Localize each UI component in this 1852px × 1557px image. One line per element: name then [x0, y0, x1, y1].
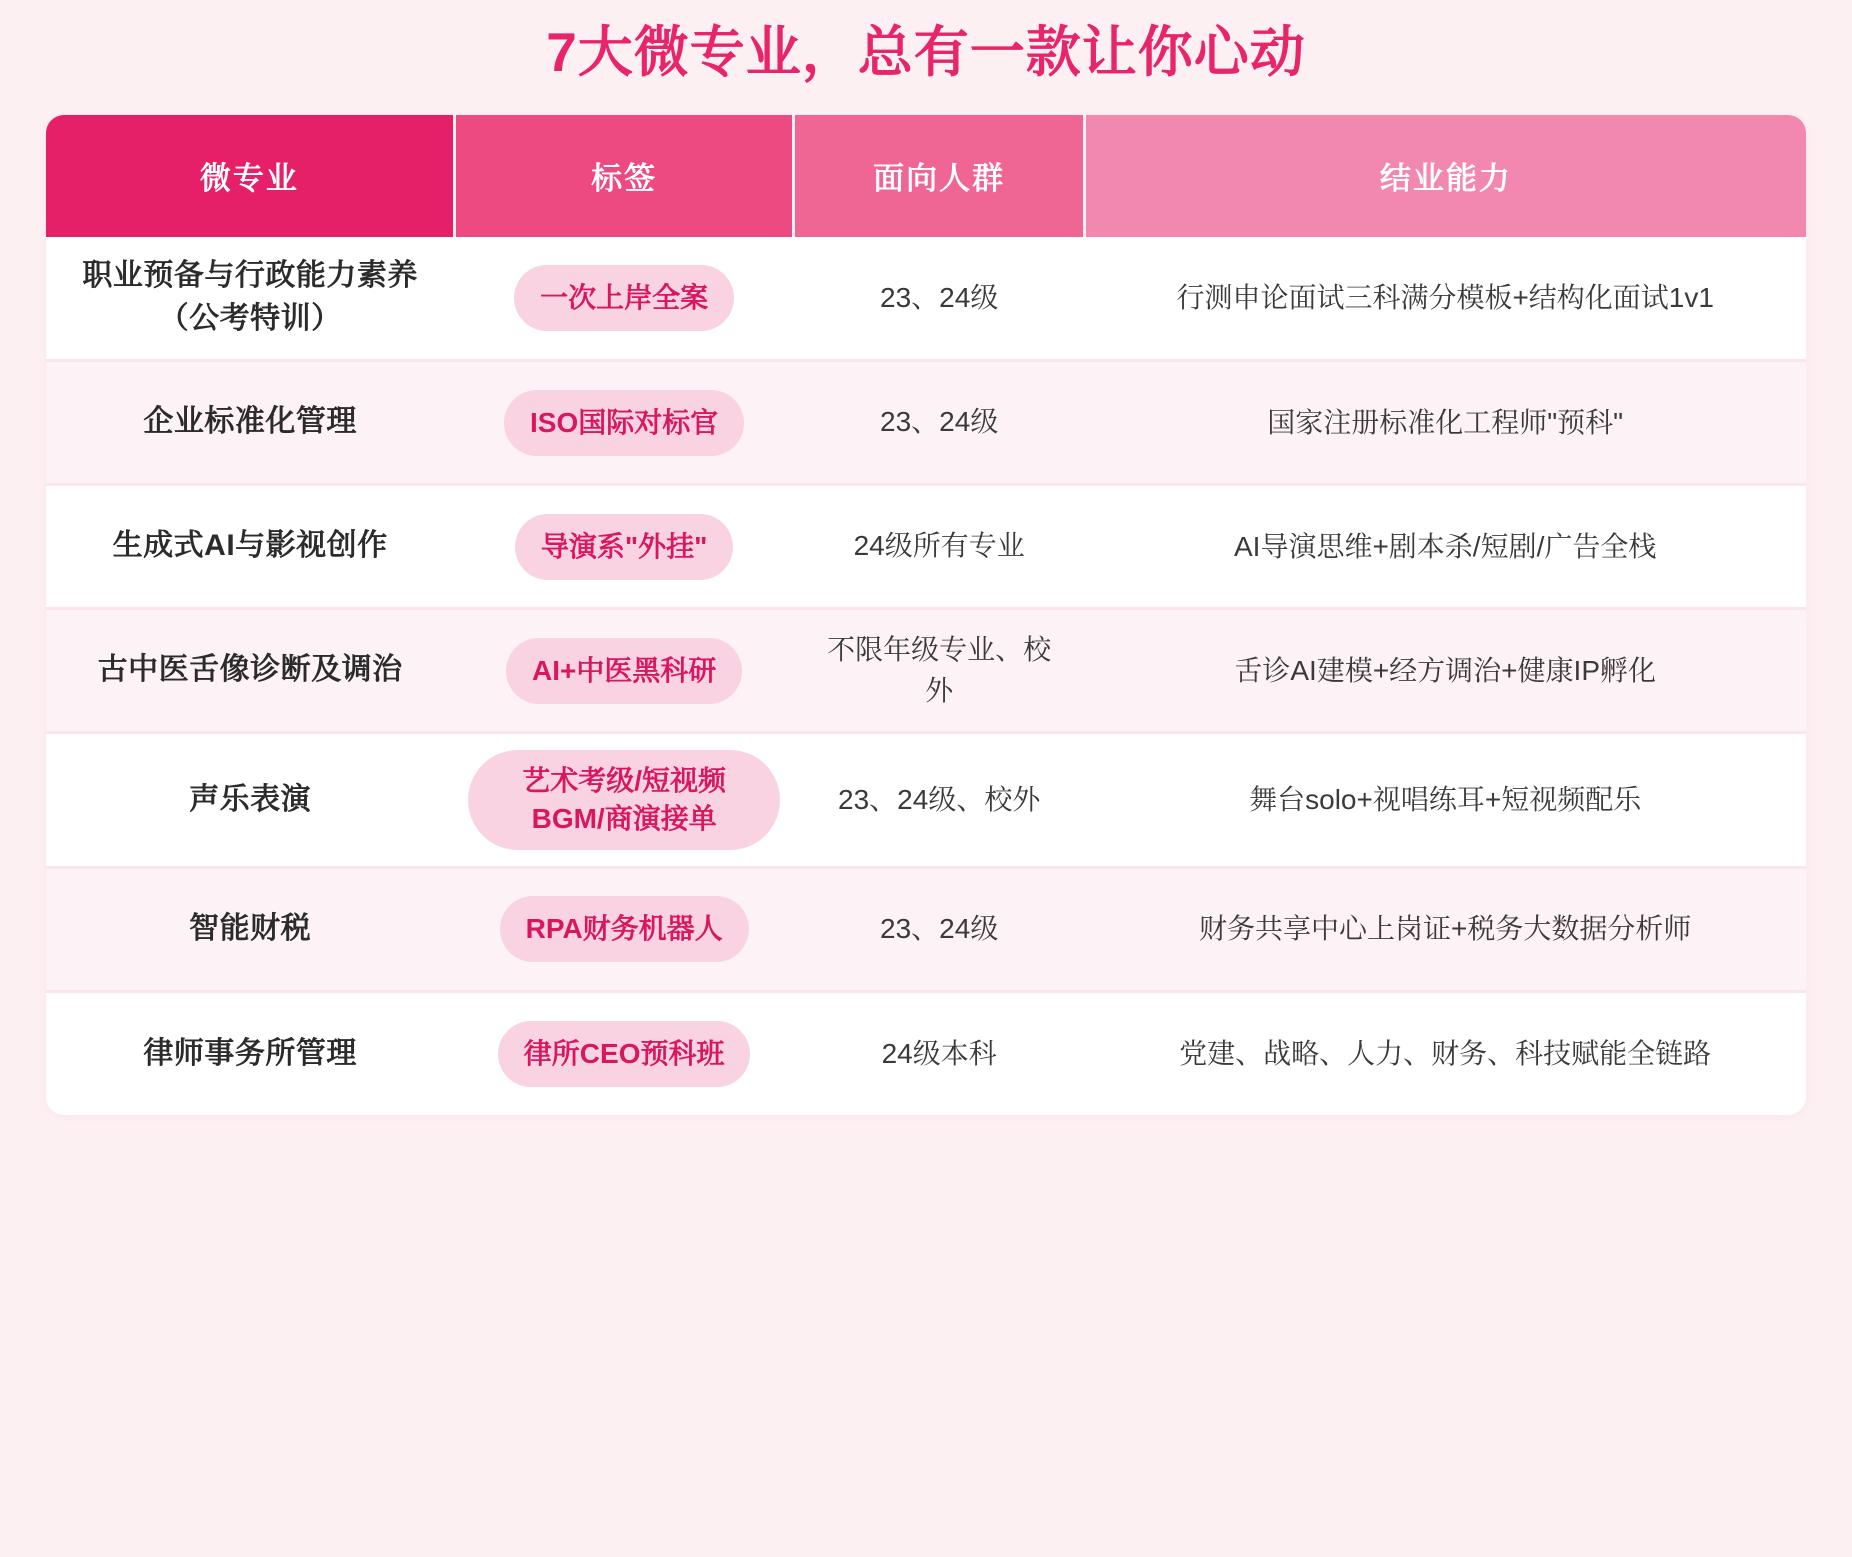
- tag-badge: 艺术考级/短视频BGM/商演接单: [468, 750, 780, 850]
- tag-badge: RPA财务机器人: [500, 896, 749, 962]
- major-name: 生成式AI与影视创作: [46, 485, 454, 609]
- major-tag-cell: [454, 733, 794, 868]
- column-header-capability: 结业能力: [1084, 115, 1806, 237]
- column-header-audience: 面向人群: [794, 115, 1084, 237]
- major-tag-cell: [454, 485, 794, 609]
- tag-badge: 一次上岸全案: [514, 265, 734, 331]
- major-capability: 行测申论面试三科满分模板+结构化面试1v1: [1176, 282, 1714, 313]
- major-name: 声乐表演: [46, 733, 454, 868]
- major-audience: 23、24级: [794, 867, 1084, 991]
- major-audience: 23、24级、校外: [794, 733, 1084, 868]
- column-header-major: 微专业: [46, 115, 454, 237]
- major-name: 企业标准化管理: [46, 361, 454, 485]
- major-tag-cell: [454, 609, 794, 733]
- major-name: 律师事务所管理: [46, 991, 454, 1115]
- tag-badge: AI+中医黑科研: [506, 638, 742, 704]
- majors-table-card: [46, 115, 1806, 1116]
- table-row: [46, 361, 1806, 485]
- major-tag-cell: [454, 867, 794, 991]
- major-capability: 国家注册标准化工程师"预科": [1084, 361, 1806, 485]
- table-body: [46, 237, 1806, 1116]
- tag-badge: 律所CEO预科班: [498, 1021, 751, 1087]
- major-capability: 舌诊AI建模+经方调治+健康IP孵化: [1084, 609, 1806, 733]
- major-capability: AI导演思维+剧本杀/短剧/广告全栈: [1084, 485, 1806, 609]
- major-tag-cell: [454, 361, 794, 485]
- table-header-row: [46, 115, 1806, 237]
- majors-table: [46, 115, 1806, 1116]
- major-audience: 23、24级: [794, 361, 1084, 485]
- major-tag-cell: [454, 991, 794, 1115]
- page-title: 7大微专业，总有一款让你心动: [546, 21, 1306, 83]
- major-capability: 舞台solo+视唱练耳+短视频配乐: [1084, 733, 1806, 868]
- table-header: [46, 115, 1806, 237]
- major-audience: 24级所有专业: [794, 485, 1084, 609]
- table-row: [46, 991, 1806, 1115]
- major-audience: 不限年级专业、校外: [794, 609, 1084, 733]
- column-header-tag: 标签: [454, 115, 794, 237]
- major-audience: 24级本科: [794, 991, 1084, 1115]
- table-row: [46, 485, 1806, 609]
- major-name: 古中医舌像诊断及调治: [46, 609, 454, 733]
- major-capability: 财务共享中心上岗证+税务大数据分析师: [1084, 867, 1806, 991]
- major-name: 职业预备与行政能力素养（公考特训）: [82, 259, 418, 335]
- table-row: [46, 609, 1806, 733]
- major-tag-cell: [454, 237, 794, 361]
- table-row: [46, 733, 1806, 868]
- tag-badge: 导演系"外挂": [515, 514, 734, 580]
- major-name: 智能财税: [46, 867, 454, 991]
- major-audience: 23、24级: [880, 281, 999, 313]
- table-row: [46, 237, 1806, 361]
- table-row: [46, 867, 1806, 991]
- major-capability: 党建、战略、人力、财务、科技赋能全链路: [1084, 991, 1806, 1115]
- tag-badge: ISO国际对标官: [504, 390, 744, 456]
